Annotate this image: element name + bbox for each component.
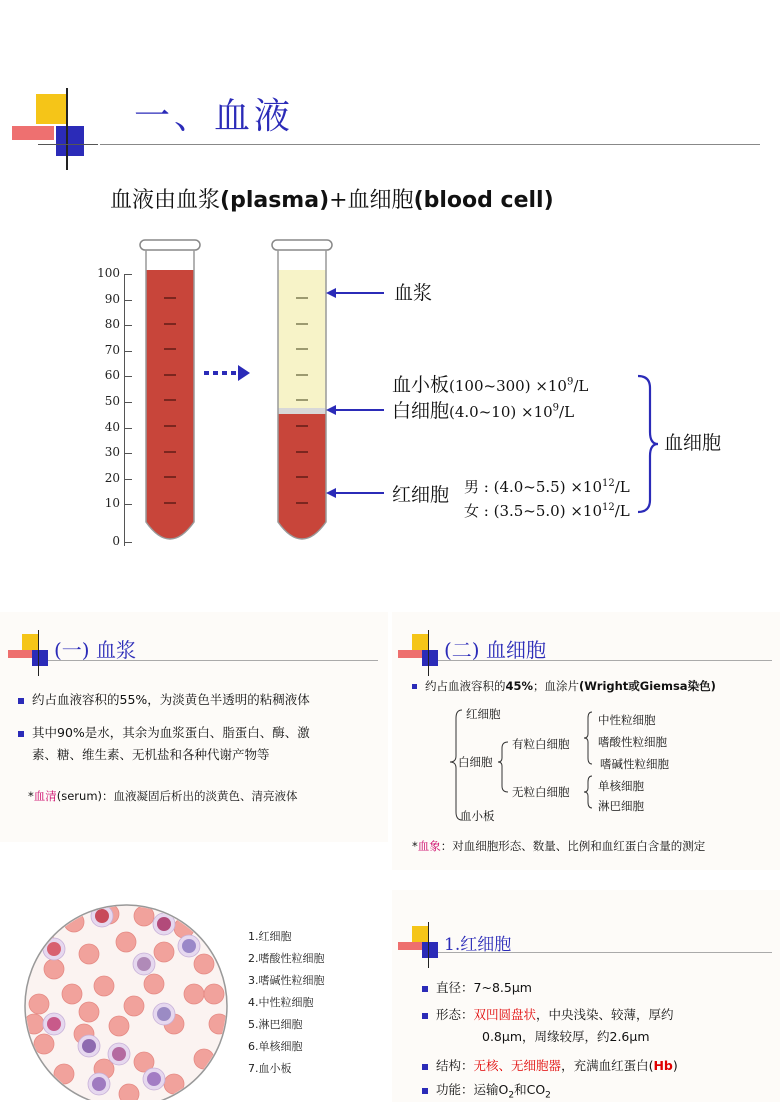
- page-title: 一、血液: [134, 96, 295, 137]
- smear-legend-item: 4.中性粒细胞: [248, 996, 314, 1009]
- smear-legend-item: 2.嗜酸性粒细胞: [248, 952, 325, 965]
- rbc-shape-label: 形态：: [436, 1007, 474, 1022]
- bullet-square-icon: [422, 1064, 428, 1070]
- cell-nucleus: [82, 1039, 96, 1053]
- cell-bullet-1-stain: (Wright或Giemsa染色): [579, 679, 716, 693]
- blood-smear-image: [14, 894, 240, 1100]
- subtitle: [110, 183, 554, 214]
- platelet-label: 血小板: [392, 374, 450, 396]
- arrow-left-icon: [326, 286, 386, 300]
- rbc-female: [464, 500, 630, 521]
- rbc-shape-line2: 0.8μm，周缘较厚，约2.6μm: [482, 1029, 650, 1044]
- plasma-bullet-2-line2: 素、糖、维生素、无机盐和各种代谢产物等: [32, 747, 270, 762]
- platelet-value: (100~300) ×10: [449, 377, 567, 395]
- cell-nucleus: [92, 1077, 106, 1091]
- arrow-right-icon: [204, 364, 250, 382]
- red-blood-cell: [204, 984, 224, 1004]
- scale-tick-label: 40: [104, 419, 120, 434]
- scale-tick-mark: [124, 274, 132, 275]
- rbc-structure-hb: Hb: [653, 1058, 673, 1073]
- scale-tick-mark: [124, 351, 132, 352]
- red-blood-cell: [54, 1064, 74, 1084]
- bullet-square-icon: [18, 698, 24, 704]
- wbc-exp: 9: [552, 402, 560, 414]
- rbc-female-unit: /L: [614, 502, 630, 520]
- cell-nucleus: [157, 1007, 171, 1021]
- rbc-structure-label: 结构：: [436, 1058, 474, 1073]
- smear-legend-item: 7.血小板: [248, 1062, 292, 1075]
- separated-blood-tube: [270, 236, 334, 552]
- rbc-function-text: 运输O: [473, 1082, 509, 1097]
- tree-basophil: 嗜碱性粒细胞: [600, 757, 669, 771]
- scale-tick-label: 70: [104, 342, 120, 357]
- scale-tick-label: 20: [104, 470, 120, 485]
- wbc-label: 白细胞: [392, 400, 450, 422]
- subtitle-plus: +血细胞: [329, 188, 414, 213]
- rbc-shape-rest: ，中央浅染、较薄，厚约: [536, 1007, 674, 1022]
- cell-nucleus: [112, 1047, 126, 1061]
- smear-legend-item: 1.红细胞: [248, 930, 292, 943]
- plasma-bullet-2: [18, 722, 310, 766]
- cell-heading: (二) 血细胞: [444, 638, 546, 662]
- plasma-label: 血浆: [394, 282, 433, 304]
- scale-tick-label: 10: [104, 496, 120, 511]
- scale-tick-label: 0: [112, 534, 120, 548]
- red-blood-cell: [184, 984, 204, 1004]
- scale-tick-mark: [124, 428, 132, 429]
- rbc-structure-red2: 无细胞器: [511, 1058, 562, 1073]
- cell-bullet-1-pct: 45%: [505, 679, 534, 693]
- rbc-label: 红细胞: [392, 484, 450, 506]
- scale-tick-mark: [124, 325, 132, 326]
- tree-granular: 有粒白细胞: [512, 737, 570, 751]
- platelet-unit: /L: [573, 377, 589, 395]
- wbc-row: [392, 396, 574, 423]
- rbc-shape: [422, 1004, 674, 1048]
- red-blood-cell: [124, 996, 144, 1016]
- plasma-heading: (一) 血浆: [54, 638, 136, 662]
- title-rule: [100, 144, 760, 145]
- corner-decoration-icon: [398, 920, 448, 970]
- red-blood-cell: [119, 1084, 139, 1100]
- rbc-male: [464, 476, 630, 497]
- rbc-male-exp: 12: [602, 478, 615, 489]
- scale-tick-mark: [124, 300, 132, 301]
- rbc-function: [422, 1080, 551, 1101]
- cell-nucleus: [47, 1017, 61, 1031]
- wbc-unit: /L: [559, 403, 575, 421]
- red-blood-cell: [79, 944, 99, 964]
- rbc-diameter: [422, 978, 532, 996]
- cell-nucleus: [47, 942, 61, 956]
- rbc-function-sub2: 2: [545, 1090, 551, 1101]
- hemogram-star: *: [412, 839, 418, 853]
- bullet-square-icon: [422, 1088, 428, 1094]
- red-blood-cell: [194, 954, 214, 974]
- rbc-function-sub1: 2: [508, 1090, 515, 1101]
- scale-tick-mark: [124, 479, 132, 480]
- rbc-slide: [392, 890, 780, 1102]
- wbc-value: (4.0~10) ×10: [449, 403, 553, 421]
- plasma-bullet-1: [18, 690, 310, 708]
- cell-nucleus: [157, 917, 171, 931]
- rbc-structure-close: ): [672, 1058, 678, 1073]
- brace-icon: [442, 708, 602, 824]
- red-blood-cell: [44, 959, 64, 979]
- tree-platelet: 血小板: [460, 809, 495, 823]
- tree-monocyte: 单核细胞: [598, 779, 644, 793]
- scale-tick-label: 50: [104, 394, 120, 408]
- tree-neutrophil: 中性粒细胞: [598, 713, 656, 727]
- smear-legend-item: 3.嗜碱性粒细胞: [248, 974, 325, 987]
- red-blood-cell: [34, 1034, 54, 1054]
- rbc-structure-rest: ，充满血红蛋白(: [561, 1058, 654, 1073]
- scale-tick-mark: [124, 402, 132, 403]
- cell-bullet-1-pre: 约占血液容积的: [425, 679, 506, 693]
- blood-cell-label: 血细胞: [664, 432, 722, 454]
- subtitle-cell: (blood cell): [413, 188, 554, 213]
- cell-nucleus: [137, 957, 151, 971]
- cell-nucleus: [182, 939, 196, 953]
- cell-bullet-1-mid: ；血涂片: [533, 679, 580, 693]
- cell-slide: [392, 612, 780, 870]
- scale-tick-mark: [124, 453, 132, 454]
- cell-nucleus: [95, 909, 109, 923]
- scale-tick-label: 60: [104, 368, 120, 383]
- scale-tick-label: 80: [104, 317, 120, 332]
- scale-tick-mark: [124, 504, 132, 505]
- rbc-heading: 1.红细胞: [444, 935, 512, 955]
- scale-tick-label: 90: [104, 291, 120, 306]
- tree-wbc: 白细胞: [458, 755, 493, 769]
- hemogram-term: 血象: [417, 839, 441, 853]
- red-blood-cell: [29, 994, 49, 1014]
- rbc-female-exp: 12: [602, 502, 615, 513]
- corner-decoration-icon: [8, 628, 58, 678]
- red-blood-cell: [144, 974, 164, 994]
- red-blood-cell: [79, 1002, 99, 1022]
- rbc-male-value: 男 : (4.0~5.5) ×10: [464, 478, 602, 496]
- subtitle-plasma: (plasma): [220, 188, 330, 213]
- serum-note: [28, 788, 298, 804]
- cell-bullet-1: [412, 678, 716, 694]
- bullet-square-icon: [422, 1013, 428, 1019]
- tree-lymphocyte: 淋巴细胞: [598, 799, 644, 813]
- arrow-left-icon: [326, 486, 386, 500]
- platelet-row: [392, 370, 588, 397]
- corner-decoration-icon: [12, 88, 102, 178]
- rbc-structure: [422, 1056, 678, 1074]
- scale-tick-mark: [124, 376, 132, 377]
- red-blood-cell: [94, 976, 114, 996]
- serum-text: (serum)：血液凝固后析出的淡黄色、清亮液体: [56, 789, 298, 803]
- serum-term: 血清: [33, 789, 57, 803]
- cell-nucleus: [147, 1072, 161, 1086]
- smear-slide: [0, 890, 388, 1102]
- bullet-square-icon: [422, 986, 428, 992]
- bullet-square-icon: [18, 731, 24, 737]
- tree-eosinophil: 嗜酸性粒细胞: [598, 735, 667, 749]
- volume-scale: [88, 268, 138, 548]
- bullet-square-icon: [412, 684, 417, 689]
- red-blood-cell: [154, 942, 174, 962]
- rbc-male-unit: /L: [614, 478, 630, 496]
- rbc-shape-red: 双凹圆盘状: [473, 1007, 537, 1022]
- rbc-diameter-value: 7~8.5μm: [473, 980, 532, 995]
- rbc-female-value: 女 : (3.5~5.0) ×10: [464, 502, 602, 520]
- scale-tick-label: 100: [97, 266, 120, 280]
- red-blood-cell: [109, 1016, 129, 1036]
- serum-star: *: [28, 789, 34, 803]
- plasma-bullet-1-text: 约占血液容积的55%，为淡黄色半透明的粘稠液体: [32, 692, 310, 707]
- rbc-structure-sep: 、: [498, 1058, 512, 1073]
- rbc-diameter-label: 直径：: [436, 980, 474, 995]
- corner-decoration-icon: [398, 628, 448, 678]
- hemogram-text: ：对血细胞形态、数量、比例和血红蛋白含量的测定: [440, 839, 706, 853]
- rbc-function-label: 功能：: [436, 1082, 474, 1097]
- plasma-slide: [0, 612, 388, 842]
- smear-legend-item: 6.单核细胞: [248, 1040, 303, 1053]
- tree-agranular: 无粒白细胞: [512, 785, 570, 799]
- brace-icon: [636, 374, 660, 514]
- arrow-left-icon: [326, 403, 386, 417]
- whole-blood-tube: [138, 236, 202, 552]
- hemogram-note: [412, 838, 705, 854]
- rbc-structure-red1: 无核: [473, 1058, 499, 1073]
- rbc-function-and: 和CO: [514, 1082, 546, 1097]
- tree-rbc: 红细胞: [466, 707, 501, 721]
- scale-tick-label: 30: [104, 445, 120, 460]
- scale-tick-mark: [124, 542, 132, 543]
- red-blood-cell: [62, 984, 82, 1004]
- platelet-exp: 9: [566, 376, 574, 388]
- red-blood-cell: [116, 932, 136, 952]
- smear-legend-item: 5.淋巴细胞: [248, 1018, 303, 1031]
- subtitle-prefix: 血液由血浆: [110, 188, 221, 213]
- plasma-bullet-2-line1: 其中90%是水，其余为血浆蛋白、脂蛋白、酶、激: [32, 725, 310, 740]
